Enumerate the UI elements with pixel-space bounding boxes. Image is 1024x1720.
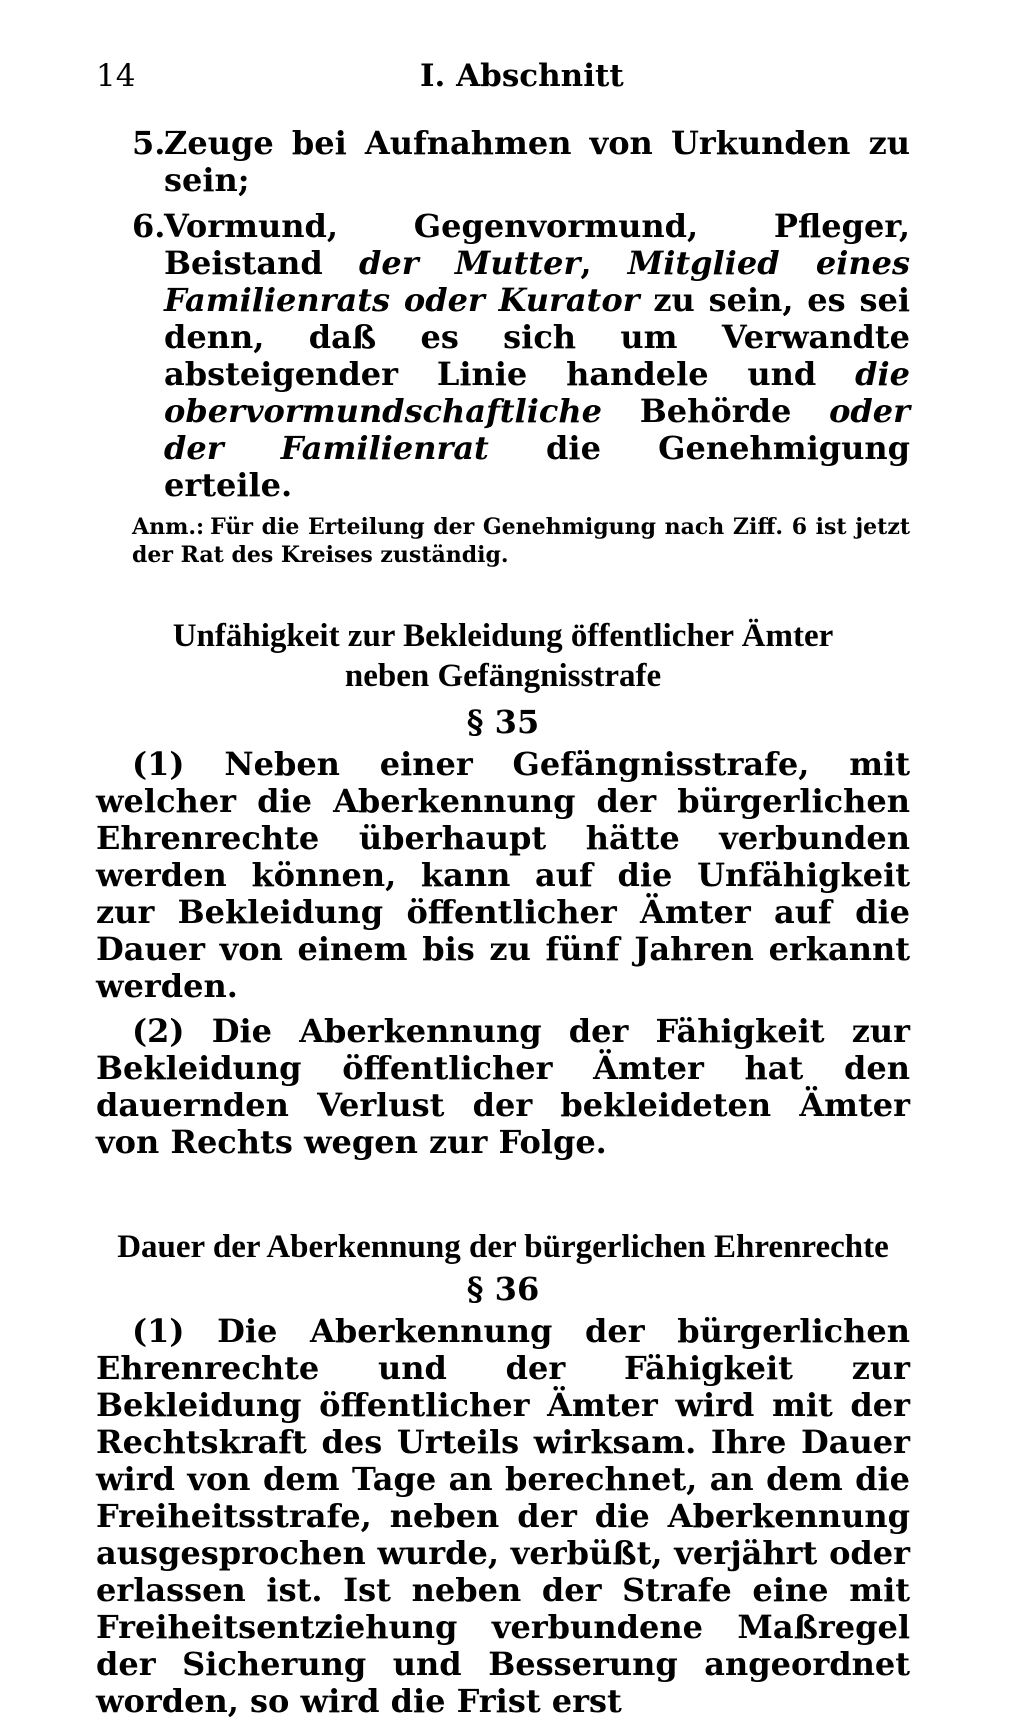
section-35: [96, 616, 910, 1161]
section-heading-line: Unfähigkeit zur Bekleidung öffentlicher Ämter: [172, 618, 834, 654]
section-heading-line: neben Gefängnisstrafe: [344, 658, 662, 694]
item-text-italic: der Mutter: [359, 244, 581, 282]
item-text-italic: die obervormundschaftliche: [164, 355, 910, 430]
section-heading-line: Dauer der Aberkennung der bürgerlichen Ehrenrechte: [117, 1229, 889, 1265]
item-text-italic: oder der Familienrat: [164, 392, 910, 467]
section-heading: [96, 616, 910, 696]
section-number: § 36: [466, 1270, 540, 1308]
section-heading: [96, 1227, 910, 1267]
note-text: Für die Erteilung der Genehmigung nach Ziff. 6 ist jetzt der Rat des Kreises zuständig.: [132, 514, 910, 568]
paragraph: (1) Die Aberkennung der bürgerlichen Ehrenrechte und der Fähigkeit zur Bekleidung öffentlicher Ämter wird mit der Rechtskraft des Urteils wirksam. Ihre Dauer wird von dem Tage an berechnet, an dem die Freiheitsstrafe, neben der die Aberkennung ausgesprochen wurde, verbüßt, verjährt oder erlassen ist. Ist neben der Strafe eine mit Freiheitsentziehung verbundene Maßregel der Sicherung und Besserung angeordnet worden, so wird die Frist erst: [96, 1312, 910, 1720]
page-header: [96, 58, 906, 102]
running-head: I. Abschnitt: [420, 58, 624, 94]
item-text-segment: die Genehmigung erteile.: [164, 429, 910, 504]
item-text-segment: zu sein, es sei denn, daß es sich um Verwandte absteigender Linie handele und: [164, 281, 910, 393]
item-text-italic: Mitglied eines Familienrats oder Kurator: [164, 244, 910, 319]
item-number: 5.: [132, 124, 166, 162]
paragraph: (1) Neben einer Gefängnisstrafe, mit welcher die Aberkennung der bürgerlichen Ehrenrechte überhaupt hätte verbunden werden können, kann auf die Unfähigkeit zur Bekleidung öffentlicher Ämter auf die Dauer von einem bis zu fünf Jahren erkannt werden.: [96, 745, 910, 1005]
note-prefix: Anm.:: [132, 514, 205, 540]
list-item-5: [96, 125, 910, 199]
item-text-segment: Behörde: [601, 392, 830, 430]
item-text-segment: ,: [580, 244, 628, 282]
section-36: [96, 1227, 910, 1720]
item-text-segment: Vormund, Gegenvormund, Pfleger, Beistand: [164, 207, 910, 282]
annotation-note: [96, 513, 910, 569]
paragraph: (2) Die Aberkennung der Fähigkeit zur Bekleidung öffentlicher Ämter hat den dauernden Verlust der bekleideten Ämter von Rechts wegen zur Folge.: [96, 1012, 910, 1161]
page-number: 14: [96, 58, 136, 94]
item-text: Zeuge bei Aufnahmen von Urkunden zu sein;: [164, 124, 910, 199]
section-number: § 35: [466, 703, 540, 741]
item-number: 6.: [132, 207, 166, 245]
list-item-6: [96, 208, 910, 504]
page-body: [96, 125, 910, 1720]
